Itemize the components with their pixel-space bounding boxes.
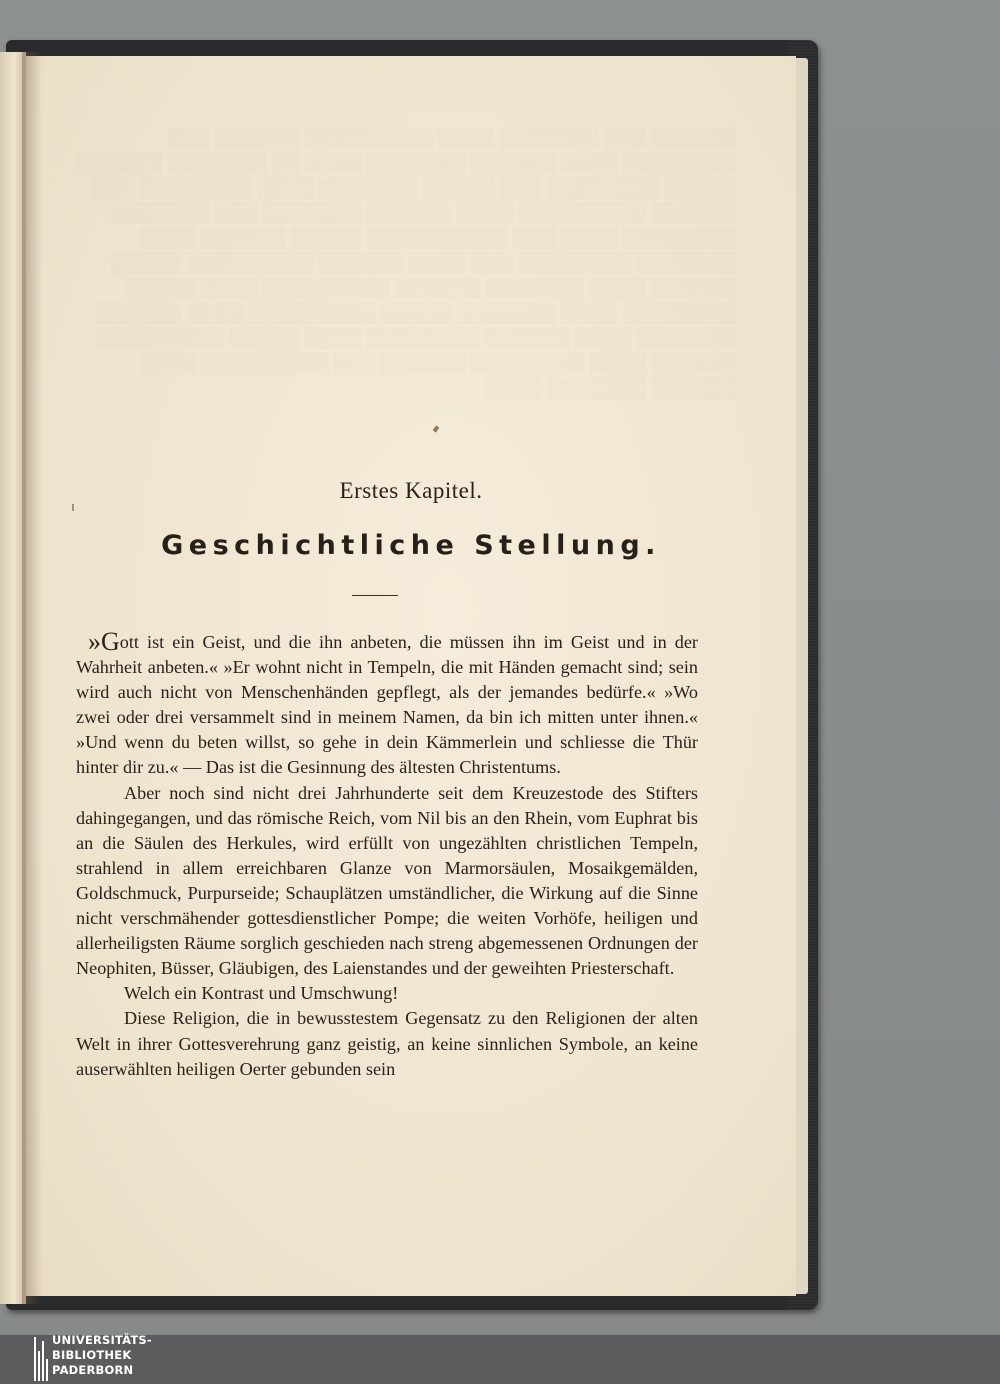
paragraph-1-text: ott ist ein Geist, und die ihn anbeten, die müssen ihn im Geist und in der Wahrheit anbeten.« »Er wohnt nicht in Tempeln, die mit Händen gemacht sind; sein wird auch nicht von Menschenhänden gepflegt, als der jemandes bedürfe.« »Wo zwei oder drei versammelt sind in meinem Namen, da bin ich mitten unter ihnen.« »Und wenn du beten willst, so gehe in dein Kämmerlein und schliesse die Thür hinter dir zu.« — Das ist die Gesinnung des ältesten Christentums. xyxy=(76,632,698,778)
margin-mark xyxy=(72,504,74,511)
bleed-through-shadow: ▒▒▒▒▒▒ ▒▒▒ ▒▒▒▒▒▒▒ ▒▒▒▒ ▒▒▒▒▒▒▒▒▒ ▒▒▒▒▒▒ ▒▒▒ ▒▒▒▒▒▒▒▒ ▒▒▒▒ ▒▒▒▒▒▒ ▒▒▒▒▒▒▒ ▒▒▒▒ ▒▒ ▒▒▒▒▒▒▒ ▒▒▒▒▒▒ ▒▒▒▒▒ ▒▒▒▒▒▒▒▒ ▒▒▒ ▒▒▒▒▒ ▒▒▒▒▒▒▒ ▒▒▒▒ ▒▒▒▒▒▒▒▒ ▒▒▒ ▒▒▒▒▒▒ ▒▒▒▒▒▒▒▒▒ ▒▒▒▒ ▒▒▒▒▒▒ ▒▒▒▒▒▒▒ ▒▒▒ ▒▒▒▒▒▒▒ ▒▒▒▒▒▒▒▒ ▒▒▒▒ ▒▒▒ ▒▒▒▒▒▒▒▒▒▒ ▒▒▒▒▒ ▒▒▒▒▒▒ ▒▒▒▒ ▒▒▒▒▒▒▒ ▒▒▒▒▒▒▒▒ ▒▒▒ ▒▒▒▒ ▒▒▒▒▒▒ ▒▒▒▒▒▒▒▒▒ ▒▒▒▒▒ ▒▒▒▒▒▒ ▒▒▒▒ ▒▒▒▒▒▒▒ ▒▒▒▒▒▒ ▒▒▒▒▒▒▒▒▒ ▒▒▒▒ ▒▒▒▒▒ ▒▒▒▒▒▒▒▒ ▒▒▒▒ ▒▒▒▒▒▒▒ ▒▒▒▒▒ ▒▒▒▒▒▒▒▒▒ ▒▒▒▒ ▒▒▒▒▒▒ ▒▒▒▒▒▒▒ ▒▒▒▒ ▒▒▒▒▒▒ ▒▒▒▒▒▒▒▒ ▒▒▒▒ ▒▒▒▒▒ ▒▒▒▒▒▒▒▒▒ ▒▒▒▒▒▒ ▒▒▒▒ ▒▒▒▒▒▒▒▒ ▒▒▒▒▒▒ ▒▒▒ ▒▒▒▒▒▒▒▒▒ ▒▒▒▒ ▒▒▒▒▒▒ ▒▒▒▒▒▒▒ ▒▒▒▒ xyxy=(77,127,736,399)
logo-line-2: BIBLIOTHEK xyxy=(52,1348,132,1362)
paragraph-1 xyxy=(76,627,698,781)
logo-line-3: PADERBORN xyxy=(52,1363,134,1377)
library-logo-text xyxy=(52,1333,212,1378)
library-logo-icon xyxy=(34,1337,48,1381)
paragraph-4: Diese Religion, die in bewusstestem Gegensatz zu den Religionen der alten Welt in ihrer Gottesverehrung ganz geistig, an keine sinnlichen Symbole, an keine auserwählten heiligen Oerter gebunden sein xyxy=(76,1008,698,1079)
paragraph-3: Welch ein Kontrast und Umschwung! xyxy=(124,983,399,1004)
title-rule xyxy=(352,595,398,596)
gutter-shadow xyxy=(22,52,42,1304)
chapter-number: Erstes Kapitel. xyxy=(339,478,483,503)
chapter-title: Geschichtliche Stellung. xyxy=(161,530,661,561)
opening-initial: »G xyxy=(88,627,120,656)
body-text xyxy=(76,627,698,1082)
paragraph-2: Aber noch sind nicht drei Jahrhunderte seit dem Kreuzestode des Stifters dahingegangen, und das römische Reich, vom Nil bis an den Rhein, vom Euphrat bis an die Säulen des Herkules, wird erfüllt von ungezählten christlichen Tempeln, strahlend in allem erreichbaren Glanze von Marmorsäulen, Mosaikgemälden, Goldschmuck, Purpurseide; Schauplätzen umständlicher, die Wirkung auf die Sinne nicht verschmähender gottesdienstlicher Pompe; die weiten Vorhöfe, heiligen und allerheiligsten Räume sorglich geschieden nach streng abgemessenen Ordnungen der Neophiten, Büsser, Gläubigen, des Laienstandes und der geweihten Priesterschaft. xyxy=(76,782,698,979)
logo-line-1: UNIVERSITÄTS- xyxy=(52,1333,152,1347)
book-page xyxy=(26,56,796,1296)
